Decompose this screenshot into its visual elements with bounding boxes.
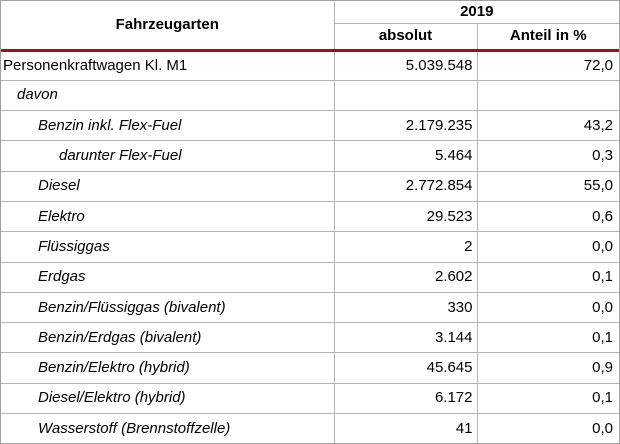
table-row bbox=[1, 383, 619, 413]
row-label: Benzin/Flüssiggas (bivalent) bbox=[1, 292, 334, 322]
row-share: 0,1 bbox=[477, 383, 619, 413]
row-absolute: 45.645 bbox=[334, 353, 477, 383]
table-row bbox=[1, 292, 619, 322]
row-share: 43,2 bbox=[477, 111, 619, 141]
row-share: 0,0 bbox=[477, 414, 619, 444]
row-label: darunter Flex-Fuel bbox=[1, 141, 334, 171]
row-share: 0,1 bbox=[477, 323, 619, 353]
row-share bbox=[477, 80, 619, 110]
row-share: 0,6 bbox=[477, 201, 619, 231]
row-absolute: 5.464 bbox=[334, 141, 477, 171]
row-absolute: 29.523 bbox=[334, 201, 477, 231]
row-label: Wasserstoff (Brennstoffzelle) bbox=[1, 414, 334, 444]
row-share: 0,3 bbox=[477, 141, 619, 171]
row-label: Elektro bbox=[1, 201, 334, 231]
table-row bbox=[1, 262, 619, 292]
header-share-percent: Anteil in % bbox=[477, 23, 619, 50]
table-row bbox=[1, 232, 619, 262]
header-year: 2019 bbox=[334, 1, 619, 23]
table-row bbox=[1, 50, 619, 80]
table-row bbox=[1, 414, 619, 444]
row-label: Diesel bbox=[1, 171, 334, 201]
row-label: Benzin/Elektro (hybrid) bbox=[1, 353, 334, 383]
row-share: 0,1 bbox=[477, 262, 619, 292]
row-absolute: 2.602 bbox=[334, 262, 477, 292]
vehicle-types-table bbox=[1, 1, 619, 444]
header-absolute: absolut bbox=[334, 23, 477, 50]
row-absolute: 3.144 bbox=[334, 323, 477, 353]
row-label: Benzin inkl. Flex-Fuel bbox=[1, 111, 334, 141]
row-absolute: 2.179.235 bbox=[334, 111, 477, 141]
row-absolute: 2.772.854 bbox=[334, 171, 477, 201]
table-row bbox=[1, 141, 619, 171]
table-row bbox=[1, 80, 619, 110]
row-label: Flüssiggas bbox=[1, 232, 334, 262]
table-row bbox=[1, 111, 619, 141]
row-share: 0,0 bbox=[477, 292, 619, 322]
row-absolute: 6.172 bbox=[334, 383, 477, 413]
row-absolute: 330 bbox=[334, 292, 477, 322]
row-label: davon bbox=[1, 80, 334, 110]
row-share: 72,0 bbox=[477, 50, 619, 80]
row-absolute: 2 bbox=[334, 232, 477, 262]
table-row bbox=[1, 353, 619, 383]
row-absolute: 41 bbox=[334, 414, 477, 444]
row-share: 0,9 bbox=[477, 353, 619, 383]
row-absolute: 5.039.548 bbox=[334, 50, 477, 80]
row-label: Erdgas bbox=[1, 262, 334, 292]
row-label: Personenkraftwagen Kl. M1 bbox=[1, 50, 334, 80]
header-vehicle-types: Fahrzeugarten bbox=[1, 1, 334, 50]
row-share: 0,0 bbox=[477, 232, 619, 262]
table-row bbox=[1, 201, 619, 231]
row-label: Diesel/Elektro (hybrid) bbox=[1, 383, 334, 413]
row-absolute bbox=[334, 80, 477, 110]
table-row bbox=[1, 323, 619, 353]
row-label: Benzin/Erdgas (bivalent) bbox=[1, 323, 334, 353]
row-share: 55,0 bbox=[477, 171, 619, 201]
table-row bbox=[1, 171, 619, 201]
